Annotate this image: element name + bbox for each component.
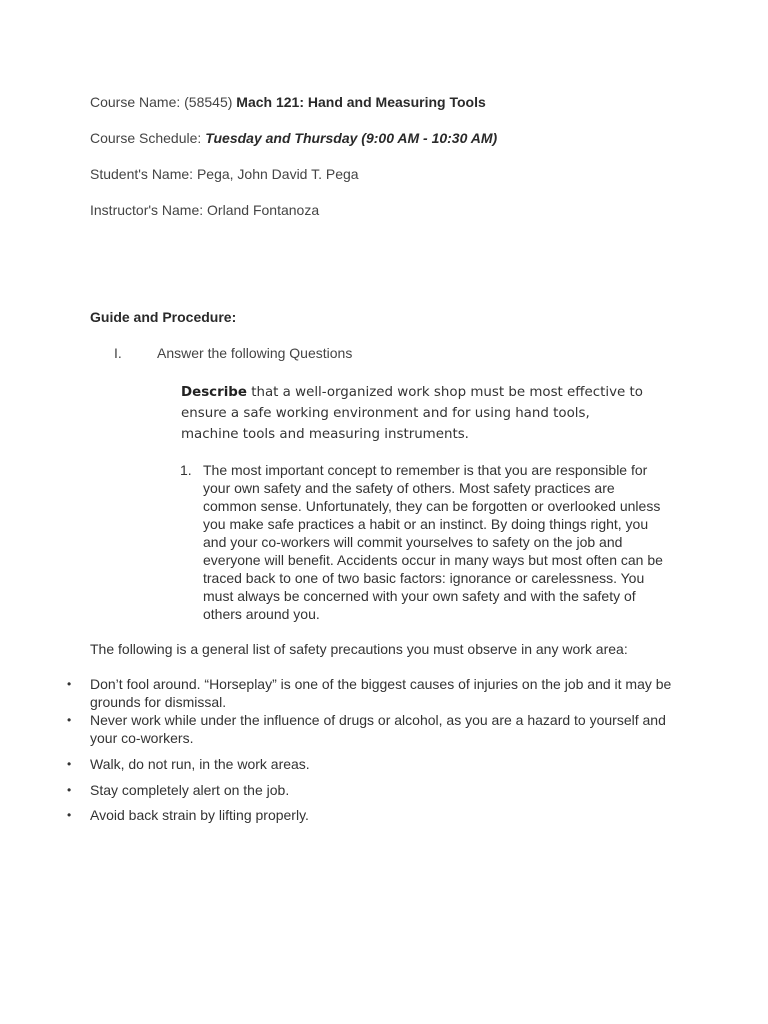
list-item-text: Walk, do not run, in the work areas. (90, 756, 310, 772)
list-item-text: Avoid back strain by lifting properly. (90, 807, 309, 823)
course-name-label: Course Name: (58545) (90, 94, 237, 110)
bullet-icon: • (67, 783, 72, 797)
course-schedule-line (90, 129, 497, 147)
list-item-text: Stay completely alert on the job. (90, 782, 290, 798)
roman-item-text: Answer the following Questions (157, 345, 353, 361)
describe-keyword: Describe (181, 385, 247, 400)
answer-number: 1. (180, 462, 192, 478)
bullet-icon: • (67, 757, 72, 771)
bullet-icon: • (67, 677, 72, 691)
student-name-line: Student's Name: Pega, John David T. Pega (90, 166, 359, 182)
answer-item (180, 461, 670, 623)
describe-question (181, 382, 651, 445)
answer-text: The most important concept to remember is that you are responsible for your own safety and the safety of others. Most safety practices are common sense. Unfortunately, they can be forgotten or overlooked unless you make safe practices a habit or an instinct. By doing things right, you and your co-workers will commit yourselves to safety on the job and everyone will benefit. Accidents occur in many ways but most often can be traced back to one of two basic factors: ignorance or carelessness. You must always be concerned with your own safety and with the safety of others around you. (203, 462, 663, 622)
precautions-intro: The following is a general list of safety precautions you must observe in any work area: (90, 641, 628, 657)
course-name-value: Mach 121: Hand and Measuring Tools (236, 94, 486, 110)
bullet-icon: • (67, 808, 72, 822)
list-item-text: Don’t fool around. “Horseplay” is one of the biggest causes of injuries on the job and it may be grounds for dismissal. (90, 676, 672, 710)
describe-question-text: that a well-organized work shop must be most effective to ensure a safe working environment and for using hand tools, machine tools and measuring instruments. (181, 385, 643, 442)
roman-numeral: I. (114, 345, 122, 361)
bullet-icon: • (67, 713, 72, 727)
course-name-line (90, 93, 486, 111)
list-item-text: Never work while under the influence of drugs or alcohol, as you are a hazard to yourself and your co-workers. (90, 712, 666, 746)
course-schedule-value: Tuesday and Thursday (9:00 AM - 10:30 AM) (205, 130, 498, 146)
course-schedule-label: Course Schedule: (90, 130, 206, 146)
guide-procedure-heading: Guide and Procedure: (90, 309, 237, 325)
instructor-name-line: Instructor's Name: Orland Fontanoza (90, 202, 320, 218)
